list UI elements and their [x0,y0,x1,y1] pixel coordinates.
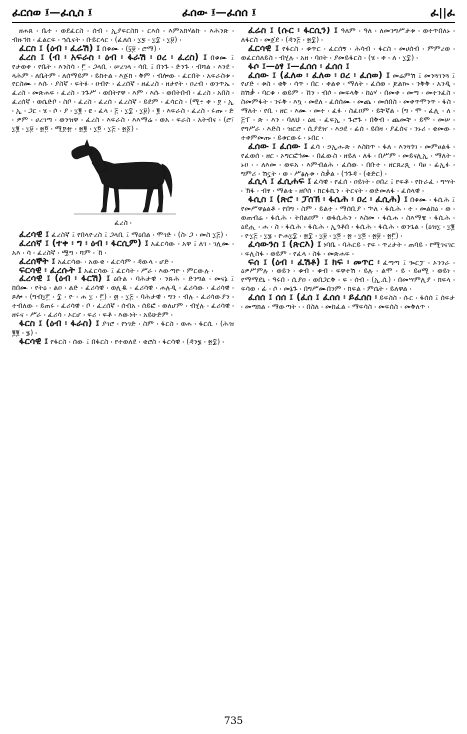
dictionary-entry [241,45,455,63]
dictionary-entry [241,27,455,45]
dictionary-entry [241,72,455,143]
right-column [241,27,455,711]
header-center-guide: ፈሰው ፤—ፈሰሰ ፤ [182,6,257,19]
figure-caption: ፈረስ ፡ [114,218,132,227]
entry-headword: ፈርሳዊ ፤ [248,43,279,54]
entry-text: የፋርስ ፡ ቁጥር ፡ ፈርሰኝ ፡ ሕሳብ ፡ ፋርስ ፡ መሀሰብ ፡ ምምረወ ፡ ወፈርሰለይስ ፡ ብሂሉ ፡ አዘ ፡ ባዐት ፡ ያመይፋርስ ፡ (ሄ ፡ ቀ ፡ ለ ፡ ፲፰) ፡ [241,43,455,62]
entry-text: ፈሳዊ ፡ የፈሰ ፡ ዐይነት ፡ ዐበረ ፤ የፍቶ ፡ የኩራፈ ፡ ግሣት ፡ ኽፋ ፡ ብፃ ፡ ማልቴ ፡ ዘቦሰ ፡ ክርፋኪን ፡ ትርናት ፡ ወድመለፋ ፡ ፈሰላዊ ፡ [241,177,455,196]
entry-headword: ፈርስ ፤ (ዕብ ፡ ፈሬሽ) ፤ [19,43,100,54]
entry-headword: ፋርሳዊ ፤ [19,336,49,347]
entry-text: ፈሳ ፡ ኃኢሑጽ ፡ እስከጥ ፡ ፋለ ፡ እንጓጎገ ፡ መምፀልፋ ፡ የፈወሰ ፡ ዘር ፡ ኦግርፎኅሙ ፡ በፈውስ ፡ ዘይለ ፡ ለፋ ፡ በሥም ፡ መይናሊኢ ፡ ማለት ፡ ኑዐ ፡ ፡ ለእመ ፡ ወፍአ ፡ እምብልሕ ፡ ፈሰው ፡ በቡተ ፡ ዘርጸረጺ ፡ ባፀ ፡ ፊኢፉ ፡ ግምሪ ፡ ሽኗት ፡ ወ ፡ ሥፅሉቱ ፡ ስቃል ፡ (ኅጉዳ ፡ (ቂድር) ፡ [241,141,455,178]
dictionary-entry [241,196,455,241]
entry-headword: ፈሰው ፤ (ፈለወ ፡ ፈለወ ፡ ዐረ ፡ ፈሰወ) ፤ [248,70,390,81]
entry-text: ዓለም ፡ ዓለ ፡ ለመንግሥታቱ ፡ ወተጥበለኑ ፡ ለፋርስ ፡ መጀደ ፡ (ዳን፭ ፡ ፳፰) ፡ [241,27,455,44]
entry-headword: ፈሰሰ ፤ ሰሰ ፤ (ፈሰ ፤ ፈሰሰ ፡ ይፈሰስ ፡ [248,293,377,304]
entry-text: በቁሙ ፤ የታወቀ ፡ የቤት ፡ እንስሳ ፡ ፫ ፡ ጋላቢ ፡ ሠረገላ ፡ ሳቢ ፤ በንጉ ፡ ድንጉ ፡ ብሻል ፡ እንደ ፡ ላሕም ፡ ለቤትም ፡ ለሰማይም ፡ ይከተል ፡ እጅክ ፡ ቅም ፡ ብሎው ፡ ፈርበት ፡ አፍራስቱ ፡ የርስሙ ፡ እሱ ፡ ያስኛ ፡ ፍትፉ ፡ ዐብዮ ፡ ፈረሰኛ ፡ ዘፈረስ ፡ ዘታየት ፡ ዐረብ ፡ ወንጥኤ ፡ ፈረስ ፡ መጽሐፍ ፡ ፈረስ ፡ ንጉሥ ፡ ወበትየዋ ፡ እም ፡ እሱ ፡ ወበትበብ ፡ ፈረስ ፡ አበስ ፡ ፈረሰኛ ፡ ወሴድቦ ፡ ስቦ ፡ ፈረስ ፡ ፈረሰ ፡ ፈረስኛ ፡ ይደም ፡ ፈሳርስ ፡ (ሚ፥ ቀ ፡ ፻ ፡ ኢ ፡ ኢ ፡ ጋር ፡ ሄ ፡ ሶ ፡ ያ ፡ ፲፪ ፡ ዩ ፡ ፈላ ፡ ፭ ፡ ፲፰ ፡ ፲፱) ፡ ፪ ፡ እፍራስ ፡ ፈረስ ፡ ሩጡ ፡ ድ ፡ ዎም ፡ ሀረገጣ ፡ ወንዝዋ ፡ ፈረስ ፡ እፍራስ ፡ እእማሬ ፡ ወአ ፡ ፍራስ ፡ አትብና ፡ (ሮ፣ ፲፪ ፡ ፲፱ ፡ ፳፬ ፡ ሚ፻፹ ፡ ፳፪ ፡ ፲፬ ፡ ፲፭ ፡ ፳፩) ፡ [12,52,234,133]
entry-text: መሬምሽ ፤ መንጓገንጓ ፤ የሆድ ፡ ቱስ ፡ ቂቅ ፡ ሳጥ ፡ በር ፡ ቀልቀ ፡ ማለት ፡ ፈሰወ ፡ ጆልኰ ፡ ንቅቅ ፡ አንዲ ፡ ከሽቃ ፡ ባርቁ ፡ ወይም ፡ ኸን ፡ ብሶ ፡ መፍላቅ ፡ ከዕሃ ፡ በመቀ ፡ መጣ ፡ መተንፈስ ፡ ስመምፋት ፡ ንሩቅ ፡ እኳ ፡ መደለ ፡ ፈሰሰሙ ፡ መጨ ፡ መሰበስ ፡ መቀጥሞንጥ ፡ ፋስ ፡ ማለት ፡ የቢ ፡ ዘር ፡ እሙ ፡ መተ ፡ ፈፉ ፡ ስፈዐም ፡ ይቸኛል ፡ (ግ ፡ ሞ ፡ ፈሊ ፡ ለ ፡ ፭ፐ ፡ ጽ ፡ እን ፡ ባለህ ፡ ዕዚ ፡ ፈፍኢ ፡ ጉሮጉ ፡ በቅብ ፡ ጨመቸ ፡ ይሞ ፡ መሠ ፡ የግሥራ ፡ እድስ ፡ ዝርሮ ፡ ሲያደዠ ፡ እኃደ ፡ ፊሰ ፡ ይበዛ ፡ ያፈሰና ፡ ንኑሪ ፡ ቂመው ፡ ተቀምመጡ ፡ ይቱርውሩ ፡ ኑበር ፡ [241,70,455,142]
entry-headword: ፈረስ ፤ (ብ ፡ አፍራስ ፡ ዕብ ፡ ፋራሽ ፡ ዐረ ፡ ፈረስ) ፤ [19,52,207,63]
dictionary-entry [241,294,455,312]
dictionary-entry [241,178,455,196]
dictionary-entry [241,241,455,259]
header-section-letter: ፈ||ፈ [430,6,455,19]
entry-text: አፈርሳው ፡ አውቂ ፡ ፈርሳም ፡ ዳውላ ፡ ሆድ ፡ [57,256,174,266]
entry-headword: ፍሰ ፤ (ዕብ ፡ ፈሽቶ) ፤ ክፍ ፡ መጥር ፡ [248,257,380,268]
entry-headword: ፈረሳዊ ፤ [19,229,50,240]
entry-text: ነባቤ ፡ ባሕርይ ፡ የፍ ፡ ጥረታት ፡ ጠባይ ፡ የሚገናገር ፡ ፍሊስፋ ፡ ወይም ፡ የፈላ ፡ ስፋ ፡ መጽሐፍ ፡ [241,239,455,258]
entry-text: ዘሐጸ ፡ ቤተ ፡ ወደፈርስ ፡ ሰብ ፡ ኢያፍርስክ ፡ ርእሰ ፡ እምአክሃልኩ ፡ እሕንጽ ፡ ብዙኅክ ፡ ፈልርፍ ፡ ኀሲናት ፡ ቡይርላር ፡ (ፈለሰ ፡ ፲፯ ፡ ፲፰ ፡ ፲፱) ፡ [12,27,234,44]
dictionary-entry [12,275,234,320]
header-left-guide: ፈርሰወ ፤—ፈሲስ ፤ [12,6,93,19]
entry-text: ዕቡል ፡ ባሕታዊ ፡ ንጹሕ ፡ ድንግል ፡ መናኔ ፤ ከበሙ ፡ የትዕ ፡ ልዐ ፡ ልድ ፡ ፈሪሳዊ ፡ ወሊዱ ፡ ፈሪሳዊ ፡ ሐሉዲ ፡ ፈሪሳው ፡ ፈሪሳዊ ፡ ጾሎ ፡ (ግብ፲፫ ፡ ፰ ፡ ዮ ፡ ሐ ፲ ፡ ፫) ፡ ፴ ፡ ፲፭ ፡ ባሕታዊ ፡ ግን ፡ ብሉ ፡ ፈሪሳውያን ፡ ተብለው ፡ ይጠሩ ፡ ፈሪሳዊ ፡ ቦ ፡ ፈረሰኛ ፡ ሰብአ ፡ ሰይፎ ፡ ወለሆም ፡ ብሂሉ ፡ ፈሪሳዊ ፡ ዘሩና ፡ ሥራ ፡ ፈሪሳ ፡ ኦርሆ ፡ ፍሪ ፡ ፍቶ ፡ እውነት ፡ አይሁድም ፡ [12,274,234,320]
entry-text: በቁሙ ፡ (፶፱ ፡ ሮማ) ፡ [102,43,161,53]
entry-text: ፈረስኛ ፤ የበላዮረስ ፤ ጋላቢ ፤ ማዕበል ፡ ሞገድ ፡ (ስ፡ ጋ ፡ መስ ፲፭) ፡ [51,229,228,239]
dictionary-entry [12,320,234,338]
entry-text: ፈጣጣ ፤ ጐርፓ ፡ ኦንንራ ፡ ዕዎሥምሉ ፡ ወይን ፡ ቁብ ፡ ቁብ ፡ ፍዋተሽ ፡ ይሉ ፡ ልሞ ፡ ይ ፡ ይፀሚ ፡ ወይነ ፡ የማማደኒ ፡ ዓሩበ ፡ ሲያዐ ፡ ወበጋርቅ ፡ ፍ ፡ ሰብ ፡ (ኢ.ሲ) ፡ በመሣምሊያ ፡ ክፍላ ፡ ፍሳወ ፡ ፊ ፡ ሶ ፡ መኔጉ ፡ በግሥሙበንም ፡ ክፍል ፡ ምሴት ፡ ይለዋል ፡ [241,257,455,294]
entry-headword: ፋሲስ ፤ (ጽሮ ፡ ፓሰኽ ፡ ፋሴሕ ፡ ዐረ ፡ ፈሲሕ) ፤ [248,195,408,206]
entry-headword: ፈሳውንስ ፤ (ጽርእ) ፤ [248,239,322,250]
entry-text: አፈርሳው ፡ አዋ ፤ ለገ ፡ ገሊሙ ፡ አእ ፡ ሳ ፡ ፈረስኛ ፡ ሟግ ፡ ሻም ፡ ኸ ፡ [12,238,234,257]
horse-illustration [12,139,234,228]
dictionary-entry [241,143,455,179]
entry-text: ያገሮ ፡ የነገድ ፡ ስም ፡ ፋርስ ፡ ወሐ ፡ ፋርሲ ፡ (ሕዝ ፪፪ ፡ ፮) ፡ [12,318,234,337]
horse-drawing [58,139,188,219]
entry-headword: ፋሶ ፤—ዕፃ ፤—ፈሰሰ ፡ ፈሰሰ ፤ [248,61,350,72]
entry-headword: ፈረሳዊ ፤ (ዕብ ፡ ፋርሽ) ፤ [19,274,111,285]
dictionary-entry [12,54,234,134]
running-header [12,6,455,22]
entry-text: አፈርሳው ፤ ፈርሳት ፡ ሥራ ፡ እውጣዮ ፡ ምርውሉ ፡ [84,265,214,275]
dictionary-entry [241,259,455,295]
entry-headword: ፈሰው ፤ ፈሰው ፤ [248,141,308,152]
left-column [12,27,234,711]
entry-headword: ፈሲላ ፤ ፈሲሐፍ ፤ [248,177,312,188]
entry-headword: ፋርስ ፤ (ዕብ ፡ ፋራስ) ፤ [19,318,100,329]
entry-headword: ፈረሰኞት ፤ [19,256,56,267]
entry-headword: ፈሬስ ፤ (ሱር ፡ ፋርሲን) ፤ [248,27,338,36]
dictionary-entry [12,338,234,347]
page-number: 735 [223,716,244,727]
entry-text: በቁሙ ፡ ፋሲሕ ፤ የመሥዋፅልቶ ፡ የበግ ፡ ስም ፡ ይልተ ፡ ማሰቢያ ፡ ኍለ ፡ ፋሲሕ ፡ ተ ፡ መልከዕ ፡ ወ ፡ ወጠብሬ ፡ ፋሲሕ ፡ ትበልዐም ፡ ወፋሲሕን ፡ እስመ ፡ ፋሲሐ ፡ ስእማዌ ፡ ፋሲሕ ፡ ዕደሒ ፡ ሐ ፡ ስ ፡ ፋሲሕ ፡ ፋሲሕ ፡ ኢጎቶበ ፡ ፋሲሕ ፡ ፋሲሕ ፡ ወንጌል ፡ (ዕዝ፲ ፡ ፲፪ ፡ ዮ፲፭ ፡ ፲፮ ፡ ዮሐ፲፰ ፡ ፳፰ ፡ ፲፱ ፡ ፲፬ ፡ ፳ ፡ ፲፬ ፡ ፳፱ ፡ ፳፫) ፡ [241,195,455,240]
entry-headword: ፍርሳዊ ፡ ፈረሱት ፤ [19,265,82,276]
entry-text: ይፍስስ ፡ ሱር ፡ ፋሰሰ ፤ ሰፍታ ፡ መጣክል ፡ ማውጣት ፡ ፡ በስለ ፡ መከፈል ፡ ማፍሳስ ፡ መፍሰስ ፡ መቅለጥ ፡ [241,293,455,312]
entry-headword: ፈረሰኛ ፤ (ተቀ ፡ ግ ፡ ዕብ ፡ ፋርሲም) ፤ [19,238,149,249]
dictionary-entry [12,27,234,45]
header-rule [12,22,455,23]
dictionary-entry [12,240,234,258]
entry-text: የፋርስ ፡ ሰው ፤ በፋርስ ፡ የተወለደ ፡ ቂሮስ ፡ ፋርሳዊ ፡ (ዳን፮ ፡ ፳፰) ፡ [50,336,225,346]
